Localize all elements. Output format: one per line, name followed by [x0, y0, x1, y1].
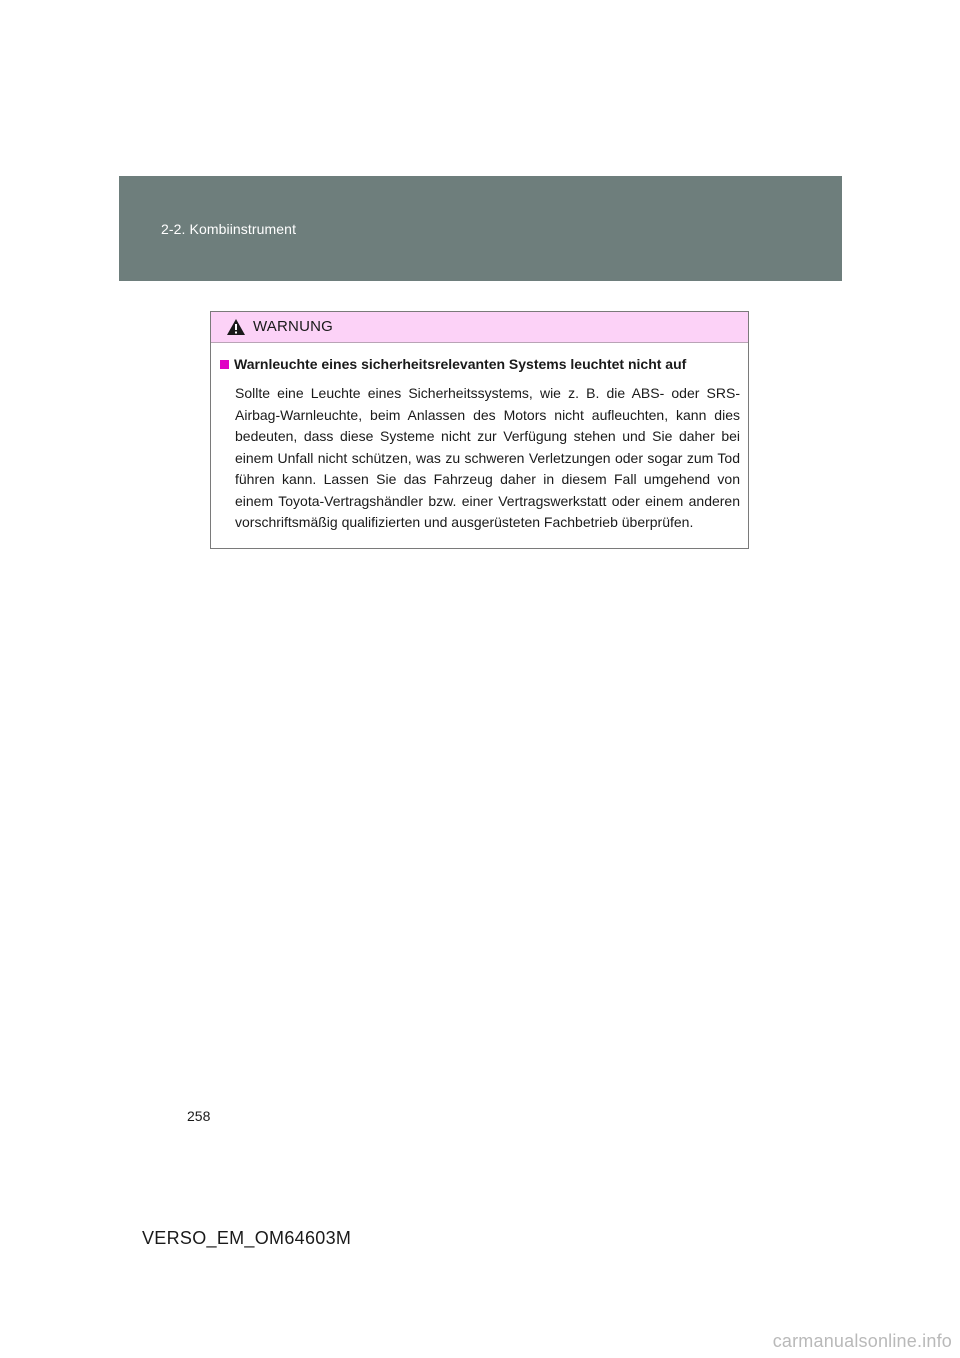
warning-item-heading-text: Warnleuchte eines sicherheitsrelevanten Systems leuchtet nicht auf [234, 356, 687, 372]
section-header-band [119, 176, 842, 281]
warning-title: WARNUNG [253, 318, 334, 335]
warning-triangle-icon [226, 318, 246, 336]
warning-header [211, 312, 748, 343]
watermark: carmanualsonline.info [772, 1331, 952, 1351]
page-number: 258 [187, 1108, 211, 1124]
warning-box [210, 311, 749, 549]
section-title: 2-2. Kombiinstrument [161, 221, 297, 237]
warning-item-heading [220, 355, 740, 373]
warning-body [211, 343, 748, 534]
document-code: VERSO_EM_OM64603M [142, 1228, 352, 1248]
warning-item-text: Sollte eine Leuchte eines Sicherheitssystems, wie z. B. die ABS- oder SRS-Airbag-Warnleuchte, beim Anlassen des Motors nicht aufleuchten, kann dies bedeuten, dass diese Systeme nicht zur Verfügung stehen und Sie daher bei einem Unfall nicht schützen, was zu schweren Verletzungen oder sogar zum Tod führen kann. Lassen Sie das Fahrzeug daher in diesem Fall umgehend von einem Toyota-Vertragshändler bzw. einer Vertragswerkstatt oder einem anderen vorschriftsmäßig qualifizierten und ausgerüsteten Fachbetrieb überprüfen. [235, 385, 740, 530]
square-bullet-icon [220, 360, 229, 369]
